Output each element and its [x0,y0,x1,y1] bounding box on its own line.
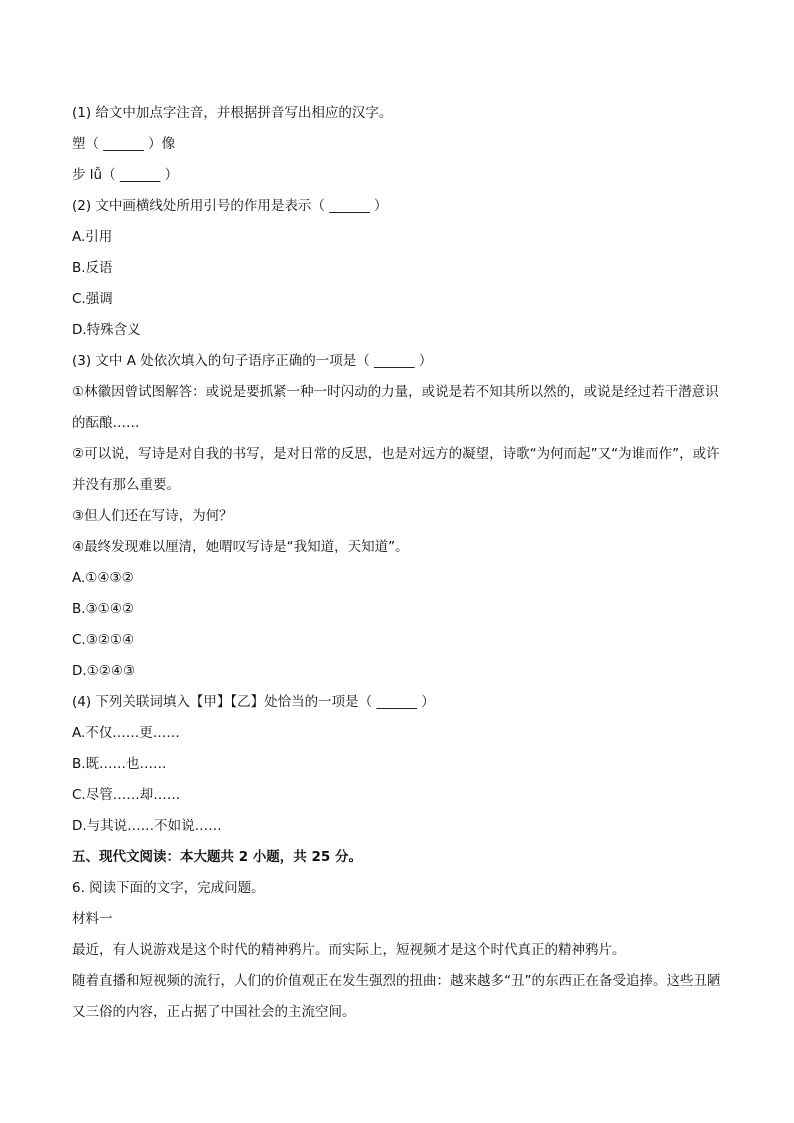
q4-option-b: B.既……也…… [72,756,167,772]
q3-option-c: C.③②①④ [72,632,135,648]
q3-sentence-2: ②可以说，写诗是对自我的书写，是对日常的反思，也是对远方的凝望，诗歌“为何而起”又“为谁而作”，或许并没有那么重要。 [72,446,720,493]
q3-prompt: (3) 文中 A 处依次填入的句子语序正确的一项是（ ______ ） [72,353,433,369]
q4-option-c: C.尽管……却…… [72,787,181,803]
q3-sentence-1: ①林徽因曾试图解答：或说是要抓紧一种一时闪动的力量，或说是若不知其所以然的，或说是经过若干潜意识的酝酿…… [72,384,719,431]
material-paragraph-1: 最近，有人说游戏是这个时代的精神鸦片。而实际上，短视频才是这个时代真正的精神鸦片。 [72,942,626,958]
document-content [72,98,732,1028]
q4-option-d: D.与其说……不如说…… [72,818,222,834]
q1-blank-2: 步 lǚ（ ______ ） [72,167,179,183]
material-paragraph-2: 随着直播和短视频的流行，人们的价值观正在发生强烈的扭曲：越来越多“丑”的东西正在备受追捧。这些丑陋又三俗的内容，正占据了中国社会的主流空间。 [72,973,721,1020]
q2-option-d: D.特殊含义 [72,322,141,338]
q3-option-d: D.①②④③ [72,663,136,679]
q6-prompt: 6. 阅读下面的文字，完成问题。 [72,880,265,896]
q2-option-b: B.反语 [72,260,113,276]
q1-blank-1: 塑（ ______ ）像 [72,136,176,152]
q4-prompt: (4) 下列关联词填入【甲】【乙】处恰当的一项是（ ______ ） [72,694,435,710]
material-label: 材料一 [72,911,113,927]
q1-prompt: (1) 给文中加点字注音，并根据拼音写出相应的汉字。 [72,105,393,121]
q3-sentence-4: ④最终发现难以厘清，她喟叹写诗是“我知道，天知道”。 [72,539,409,555]
q3-option-b: B.③①④② [72,601,134,617]
section-heading: 五、现代文阅读：本大题共 2 小题，共 25 分。 [72,849,362,865]
q2-option-a: A.引用 [72,229,113,245]
q2-option-c: C.强调 [72,291,113,307]
q2-prompt: (2) 文中画横线处所用引号的作用是表示（ ______ ） [72,198,388,214]
q3-option-a: A.①④③② [72,570,134,586]
q3-sentence-3: ③但人们还在写诗，为何？ [72,508,233,524]
q4-option-a: A.不仅……更…… [72,725,180,741]
